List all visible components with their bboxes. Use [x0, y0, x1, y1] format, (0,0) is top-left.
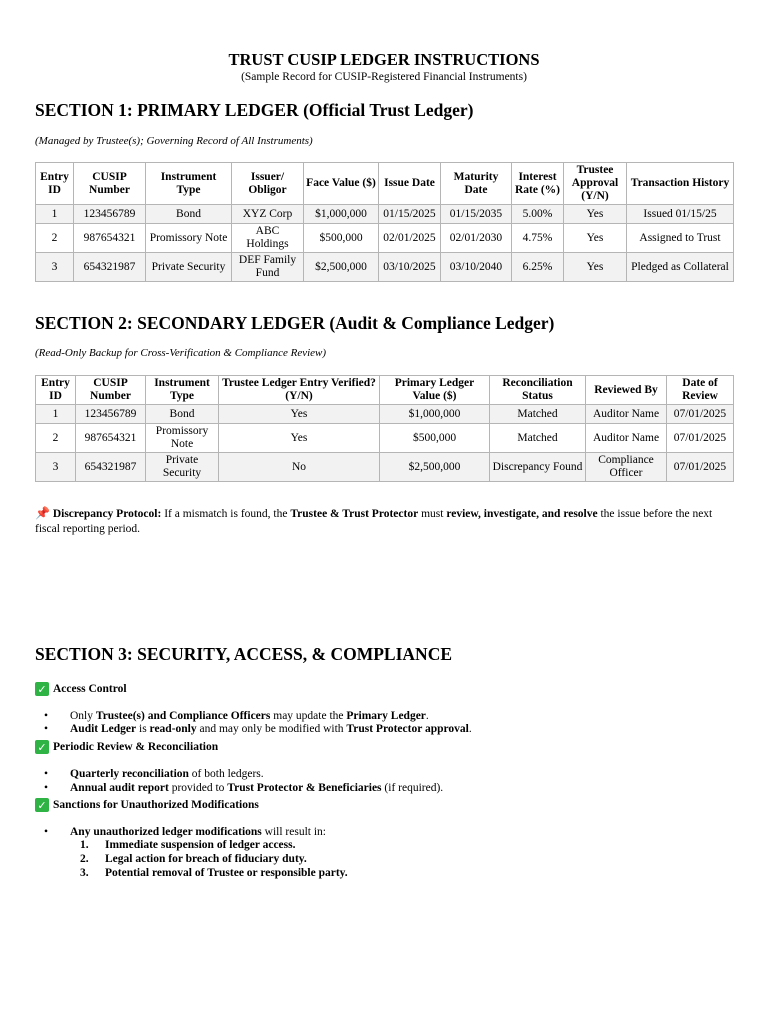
- table-row: [36, 405, 734, 424]
- item-bold: Any unauthorized ledger modifications: [70, 826, 262, 838]
- table-cell: $2,500,000: [304, 253, 379, 282]
- table-cell: Auditor Name: [586, 424, 667, 453]
- table-cell: 2: [36, 424, 76, 453]
- table-cell: 03/10/2025: [379, 253, 441, 282]
- table-cell: 2: [36, 224, 74, 253]
- table-cell: 03/10/2040: [441, 253, 512, 282]
- protocol-text: If a mismatch is found, the: [161, 508, 291, 520]
- table-cell: Auditor Name: [586, 405, 667, 424]
- col-header: Face Value ($): [304, 163, 379, 205]
- table-cell: 123456789: [76, 405, 146, 424]
- protocol-bold: Trustee & Trust Protector: [290, 508, 419, 520]
- table-cell: 07/01/2025: [667, 424, 734, 453]
- item-text: may update the: [270, 710, 347, 722]
- col-header: CUSIP Number: [74, 163, 146, 205]
- item-number: 2.: [80, 853, 89, 865]
- primary-ledger-header-row: [36, 163, 734, 205]
- table-cell: 01/15/2035: [441, 205, 512, 224]
- item-number: 1.: [80, 839, 89, 851]
- section2-heading: SECTION 2: SECONDARY LEDGER (Audit & Compliance Ledger): [35, 313, 555, 333]
- table-cell: $500,000: [380, 424, 490, 453]
- col-header: Date of Review: [667, 376, 734, 405]
- table-cell: 5.00%: [512, 205, 564, 224]
- bullet-icon: •: [44, 826, 49, 838]
- periodic-review-heading: [35, 740, 218, 754]
- col-header: Reviewed By: [586, 376, 667, 405]
- col-header: Instrument Type: [146, 163, 232, 205]
- item-bold: Trustee(s) and Compliance Officers: [95, 710, 271, 722]
- item-text: and may only be modified with: [196, 723, 347, 735]
- item-text: is: [136, 723, 150, 735]
- item-number: 3.: [80, 867, 89, 879]
- protocol-bold: review, investigate, and resolve: [446, 508, 598, 520]
- table-cell: No: [219, 453, 380, 482]
- table-cell: 6.25%: [512, 253, 564, 282]
- check-mark-icon: ✓: [35, 798, 49, 812]
- table-cell: 1: [36, 405, 76, 424]
- table-cell: Matched: [490, 424, 586, 453]
- table-cell: 01/15/2025: [379, 205, 441, 224]
- col-header: Trustee Approval (Y/N): [564, 163, 627, 205]
- secondary-ledger-header-row: [36, 376, 734, 405]
- col-header: Transaction History: [627, 163, 734, 205]
- table-cell: 07/01/2025: [667, 405, 734, 424]
- table-cell: ABC Holdings: [232, 224, 304, 253]
- col-header: Entry ID: [36, 376, 76, 405]
- sanctions-heading: [35, 798, 259, 812]
- bullet-icon: •: [44, 723, 49, 735]
- table-cell: 654321987: [76, 453, 146, 482]
- access-control-heading: [35, 682, 127, 696]
- col-header: Issue Date: [379, 163, 441, 205]
- document-title: TRUST CUSIP LEDGER INSTRUCTIONS: [228, 50, 540, 69]
- table-cell: Private Security: [146, 453, 219, 482]
- col-header: Reconciliation Status: [490, 376, 586, 405]
- access-control-label: Access Control: [53, 683, 127, 695]
- item-text: (if required).: [381, 782, 444, 794]
- table-cell: Discrepancy Found: [490, 453, 586, 482]
- item-text: Legal action for breach of fiduciary duty.: [105, 853, 307, 865]
- sanctions-label: Sanctions for Unauthorized Modifications: [53, 799, 259, 811]
- table-cell: 07/01/2025: [667, 453, 734, 482]
- item-bold: Trust Protector approval: [346, 723, 469, 735]
- col-header: Primary Ledger Value ($): [380, 376, 490, 405]
- check-mark-icon: ✓: [35, 740, 49, 754]
- table-row: [36, 453, 734, 482]
- item-text: Immediate suspension of ledger access.: [105, 839, 296, 851]
- table-cell: $1,000,000: [304, 205, 379, 224]
- table-cell: $2,500,000: [380, 453, 490, 482]
- table-cell: XYZ Corp: [232, 205, 304, 224]
- section1-heading: SECTION 1: PRIMARY LEDGER (Official Trust Ledger): [35, 100, 474, 120]
- table-cell: 654321987: [74, 253, 146, 282]
- col-header: Maturity Date: [441, 163, 512, 205]
- table-cell: $1,000,000: [380, 405, 490, 424]
- col-header: Trustee Ledger Entry Verified? (Y/N): [219, 376, 380, 405]
- item-text: Potential removal of Trustee or responsible party.: [105, 867, 348, 879]
- table-cell: Pledged as Collateral: [627, 253, 734, 282]
- table-cell: 4.75%: [512, 224, 564, 253]
- col-header: Issuer/ Obligor: [232, 163, 304, 205]
- item-text: of both ledgers.: [188, 768, 264, 780]
- table-cell: Yes: [219, 405, 380, 424]
- table-cell: Private Security: [146, 253, 232, 282]
- table-cell: 1: [36, 205, 74, 224]
- item-text: Only: [70, 710, 96, 722]
- table-cell: 3: [36, 253, 74, 282]
- item-bold: read-only: [149, 723, 197, 735]
- table-cell: DEF Family Fund: [232, 253, 304, 282]
- item-bold: Annual audit report: [70, 782, 169, 794]
- table-row: [36, 424, 734, 453]
- primary-ledger-table: [35, 162, 734, 282]
- table-cell: 987654321: [76, 424, 146, 453]
- item-bold: Quarterly reconciliation: [70, 768, 189, 780]
- table-cell: Yes: [564, 205, 627, 224]
- table-cell: 123456789: [74, 205, 146, 224]
- section3-heading: SECTION 3: SECURITY, ACCESS, & COMPLIANCE: [35, 644, 453, 664]
- table-cell: 987654321: [74, 224, 146, 253]
- item-bold: Trust Protector & Beneficiaries: [227, 782, 382, 794]
- protocol-text: must: [418, 508, 447, 520]
- table-cell: 02/01/2030: [441, 224, 512, 253]
- table-cell: Bond: [146, 205, 232, 224]
- table-cell: 02/01/2025: [379, 224, 441, 253]
- item-text: .: [468, 723, 472, 735]
- bullet-icon: •: [44, 782, 49, 794]
- protocol-text: the issue before the next fiscal reporting period.: [35, 508, 713, 535]
- table-cell: Issued 01/15/25: [627, 205, 734, 224]
- item-bold: Primary Ledger: [346, 710, 426, 722]
- table-row: [36, 224, 734, 253]
- col-header: Entry ID: [36, 163, 74, 205]
- table-cell: Promissory Note: [146, 224, 232, 253]
- periodic-review-label: Periodic Review & Reconciliation: [53, 741, 219, 753]
- table-cell: 3: [36, 453, 76, 482]
- table-cell: Assigned to Trust: [627, 224, 734, 253]
- pushpin-icon: 📌: [35, 506, 50, 520]
- item-text: will result in:: [261, 826, 327, 838]
- secondary-ledger-table: [35, 375, 734, 482]
- item-text: provided to: [168, 782, 228, 794]
- table-cell: Yes: [219, 424, 380, 453]
- section2-note: (Read-Only Backup for Cross-Verification & Compliance Review): [35, 347, 327, 359]
- protocol-label: Discrepancy Protocol:: [52, 508, 162, 520]
- table-cell: $500,000: [304, 224, 379, 253]
- table-cell: Promissory Note: [146, 424, 219, 453]
- section1-note: (Managed by Trustee(s); Governing Record of All Instruments): [35, 135, 313, 147]
- bullet-icon: •: [44, 710, 49, 722]
- col-header: Interest Rate (%): [512, 163, 564, 205]
- item-text: .: [425, 710, 429, 722]
- check-mark-icon: ✓: [35, 682, 49, 696]
- table-cell: Yes: [564, 224, 627, 253]
- table-row: [36, 205, 734, 224]
- table-cell: Yes: [564, 253, 627, 282]
- table-row: [36, 253, 734, 282]
- table-cell: Bond: [146, 405, 219, 424]
- bullet-icon: •: [44, 768, 49, 780]
- document-subtitle: (Sample Record for CUSIP-Registered Financial Instruments): [241, 71, 527, 83]
- discrepancy-protocol: [35, 506, 733, 537]
- table-cell: Matched: [490, 405, 586, 424]
- col-header: Instrument Type: [146, 376, 219, 405]
- col-header: CUSIP Number: [76, 376, 146, 405]
- item-bold: Audit Ledger: [70, 723, 137, 735]
- table-cell: Compliance Officer: [586, 453, 667, 482]
